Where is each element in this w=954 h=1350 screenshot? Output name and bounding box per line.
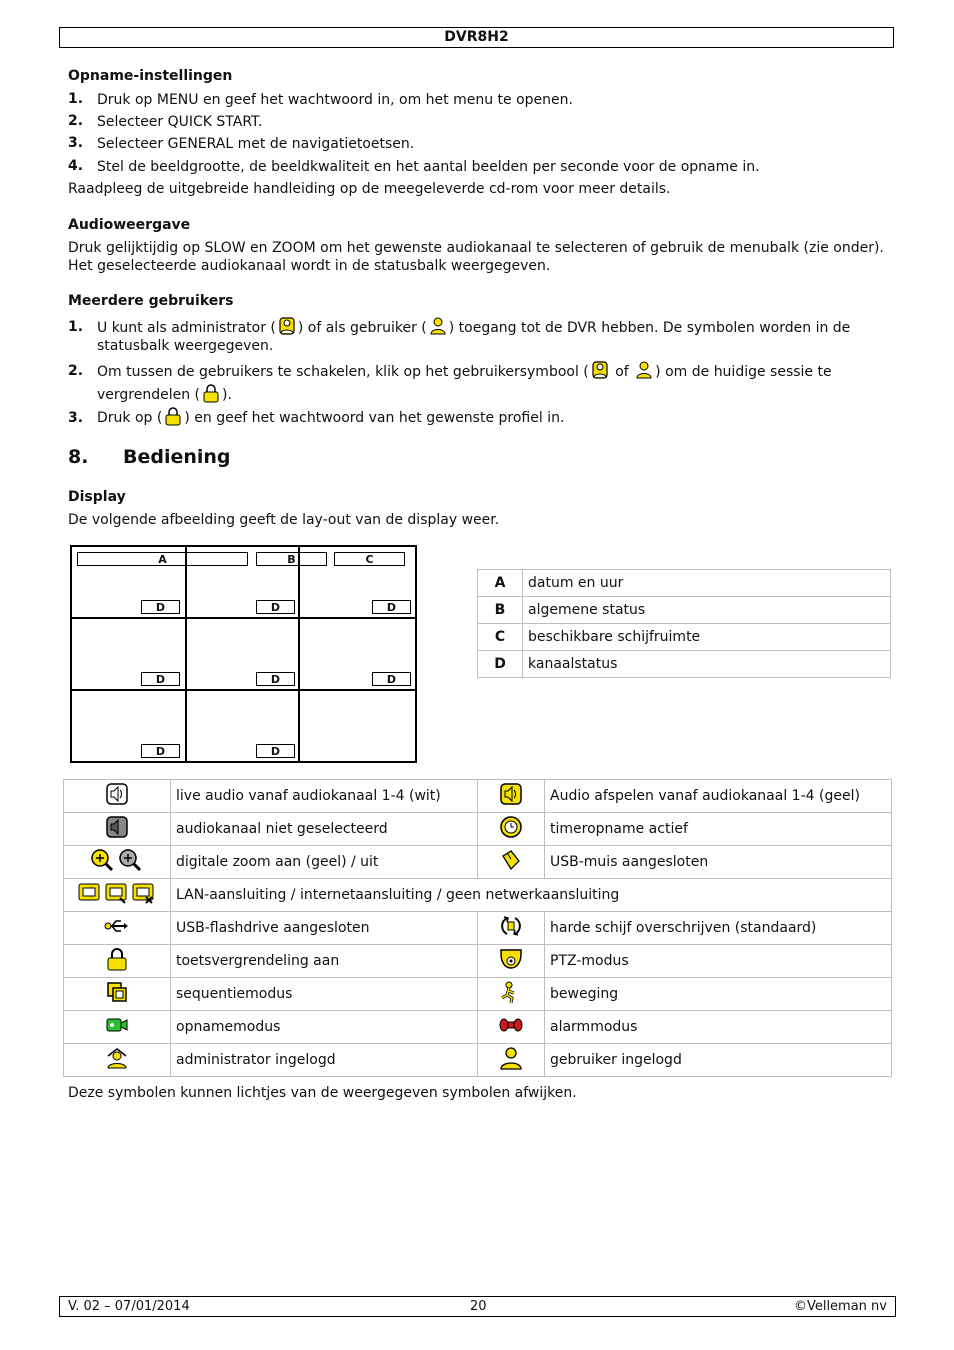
- table-row: [64, 1044, 892, 1077]
- timer-icon: [499, 815, 523, 839]
- lock-icon: [201, 383, 221, 403]
- table-row: [478, 624, 891, 651]
- section-number: 8.: [68, 446, 89, 468]
- table-row: [64, 846, 892, 879]
- audio-heading: Audioweergave: [68, 217, 191, 233]
- usb-mouse-icon: [499, 848, 523, 872]
- network-icon: [76, 880, 158, 906]
- step-text: ) om de huidige sessie te: [655, 364, 832, 380]
- live-audio-icon: [105, 782, 129, 806]
- table-row: [64, 780, 892, 813]
- symbol-description: sequentiemodus: [171, 978, 478, 1011]
- table-row: [478, 570, 891, 597]
- label-d: D: [141, 744, 180, 758]
- ptz-icon: [499, 947, 523, 971]
- label-d: D: [256, 672, 295, 686]
- table-row: [64, 879, 892, 912]
- legend-value: algemene status: [523, 597, 891, 624]
- lock-icon: [163, 406, 183, 426]
- symbol-description: administrator ingelogd: [171, 1044, 478, 1077]
- step-number: 3.: [68, 410, 84, 426]
- display-layout-diagram: [70, 545, 417, 763]
- page-footer: [59, 1296, 896, 1317]
- audio-playback-icon: [499, 782, 523, 806]
- alarm-icon: [498, 1016, 524, 1034]
- recording-settings-heading: Opname-instellingen: [68, 68, 233, 84]
- symbol-description: USB-muis aangesloten: [545, 846, 892, 879]
- audio-unselected-icon: [105, 815, 129, 839]
- label-d: D: [256, 600, 295, 614]
- step-text: ) of als gebruiker (: [297, 320, 427, 336]
- sequence-icon: [105, 980, 129, 1004]
- label-d: D: [141, 672, 180, 686]
- label-d: D: [372, 600, 411, 614]
- admin-icon: [105, 1046, 129, 1070]
- table-row: [64, 1011, 892, 1044]
- step-number: 4.: [68, 158, 84, 174]
- display-legend-table: [477, 569, 891, 678]
- symbol-description: live audio vanaf audiokanaal 1-4 (wit): [171, 780, 478, 813]
- recording-note: Raadpleeg de uitgebreide handleiding op de meegeleverde cd-rom voor meer details.: [68, 181, 671, 197]
- step-text: vergrendelen (: [97, 387, 201, 403]
- label-c: C: [334, 552, 405, 566]
- hdd-overwrite-icon: [499, 914, 523, 938]
- symbol-description: audiokanaal niet geselecteerd: [171, 813, 478, 846]
- symbol-description: harde schijf overschrijven (standaard): [545, 912, 892, 945]
- table-row: [64, 978, 892, 1011]
- symbol-description: LAN-aansluiting / internetaansluiting / geen netwerkaansluiting: [171, 879, 892, 912]
- legend-key: A: [478, 570, 523, 597]
- step-number: 3.: [68, 135, 84, 151]
- admin-icon: [590, 360, 610, 380]
- footer-copyright: ©Velleman nv: [793, 1299, 887, 1314]
- step-text: U kunt als administrator (: [97, 320, 276, 336]
- step-text: of: [610, 364, 634, 380]
- step-number: 1.: [68, 319, 84, 335]
- user-icon: [428, 316, 448, 336]
- status-symbols-table: [63, 779, 892, 1077]
- symbol-description: alarmmodus: [545, 1011, 892, 1044]
- symbol-description: digitale zoom aan (geel) / uit: [171, 846, 478, 879]
- step-number: 2.: [68, 363, 84, 379]
- table-row: [478, 597, 891, 624]
- symbol-description: timeropname actief: [545, 813, 892, 846]
- legend-value: kanaalstatus: [523, 651, 891, 678]
- symbol-description: USB-flashdrive aangesloten: [171, 912, 478, 945]
- legend-key: D: [478, 651, 523, 678]
- label-d: D: [141, 600, 180, 614]
- step-number: 1.: [68, 91, 84, 107]
- legend-value: datum en uur: [523, 570, 891, 597]
- table-row: [478, 651, 891, 678]
- table-row: [64, 912, 892, 945]
- users-step-2: [97, 360, 832, 381]
- table-row: [64, 813, 892, 846]
- symbol-description: gebruiker ingelogd: [545, 1044, 892, 1077]
- users-step-3: [97, 406, 564, 427]
- symbol-description: Audio afspelen vanaf audiokanaal 1-4 (geel): [545, 780, 892, 813]
- usb-flashdrive-icon: [104, 916, 130, 936]
- footer-version: V. 02 – 07/01/2014: [68, 1299, 190, 1314]
- symbol-description: PTZ-modus: [545, 945, 892, 978]
- record-icon: [105, 1015, 129, 1035]
- motion-icon: [499, 980, 523, 1004]
- step-text: ).: [222, 387, 232, 403]
- label-d: D: [256, 744, 295, 758]
- zoom-icon: [90, 848, 144, 872]
- section-title: Bediening: [123, 446, 231, 468]
- users-step-1: [97, 316, 850, 337]
- display-heading: Display: [68, 489, 126, 505]
- symbol-description: opnamemodus: [171, 1011, 478, 1044]
- symbol-description: toetsvergrendeling aan: [171, 945, 478, 978]
- step-text: ) en geef het wachtwoord van het gewenste profiel in.: [184, 410, 565, 426]
- step-text: Om tussen de gebruikers te schakelen, klik op het gebruikersymbool (: [97, 364, 589, 380]
- user-icon: [634, 360, 654, 380]
- step-text: Selecteer QUICK START.: [97, 114, 263, 130]
- page-header: DVR8H2: [59, 27, 894, 48]
- legend-value: beschikbare schijfruimte: [523, 624, 891, 651]
- footer-page-number: 20: [470, 1299, 487, 1314]
- step-text: ) toegang tot de DVR hebben. De symbolen worden in de: [448, 320, 851, 336]
- label-a: A: [77, 552, 248, 566]
- step-text: Stel de beeldgrootte, de beeldkwaliteit en het aantal beelden per seconde voor de opname in.: [97, 159, 760, 175]
- legend-key: B: [478, 597, 523, 624]
- user-icon: [499, 1046, 523, 1070]
- users-step-2-cont: [97, 383, 232, 404]
- symbols-note: Deze symbolen kunnen lichtjes van de weergegeven symbolen afwijken.: [68, 1085, 577, 1101]
- step-text: Druk op (: [97, 410, 163, 426]
- multiple-users-heading: Meerdere gebruikers: [68, 293, 234, 309]
- admin-icon: [277, 316, 297, 336]
- label-b: B: [256, 552, 327, 566]
- step-text: Selecteer GENERAL met de navigatietoetsen.: [97, 136, 415, 152]
- step-number: 2.: [68, 113, 84, 129]
- audio-paragraph: Druk gelijktijdig op SLOW en ZOOM om het gewenste audiokanaal te selecteren of gebruik de menubalk (zie onder). Het geselecteerde audiokanaal wordt in de statusbalk weergegeven.: [68, 240, 884, 274]
- key-lock-icon: [105, 947, 129, 971]
- step-text: statusbalk weergegeven.: [97, 338, 274, 354]
- legend-key: C: [478, 624, 523, 651]
- display-intro: De volgende afbeelding geeft de lay-out van de display weer.: [68, 512, 500, 528]
- step-text: Druk op MENU en geef het wachtwoord in, om het menu te openen.: [97, 92, 573, 108]
- symbol-description: beweging: [545, 978, 892, 1011]
- table-row: [64, 945, 892, 978]
- label-d: D: [372, 672, 411, 686]
